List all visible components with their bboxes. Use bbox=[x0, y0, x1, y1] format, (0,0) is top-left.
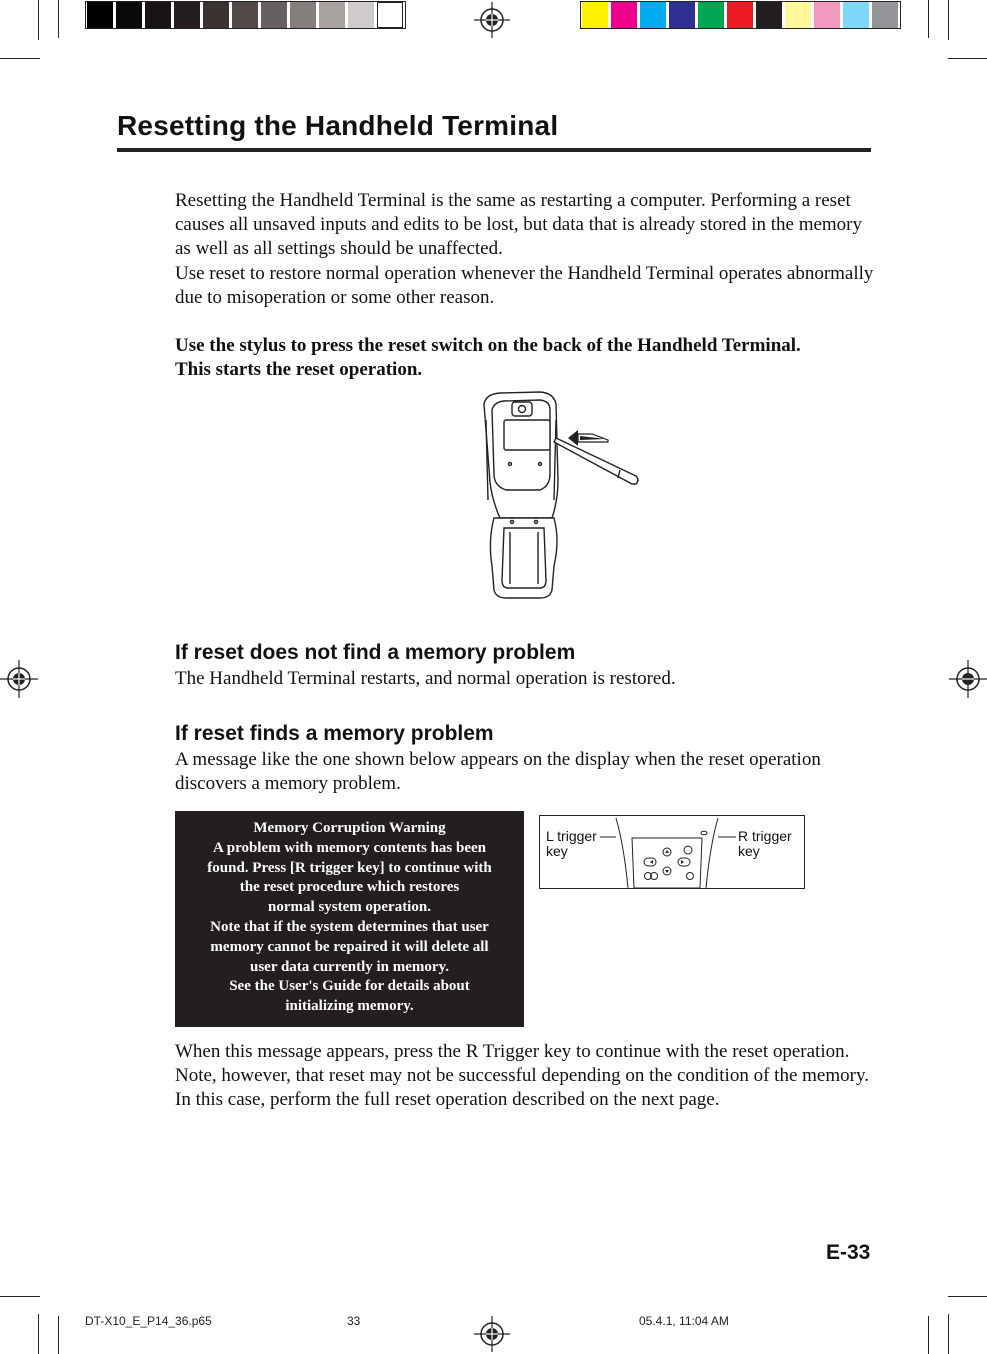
warning-line: user data currently in memory. bbox=[249, 958, 449, 975]
registration-mark-left bbox=[0, 660, 38, 698]
gray-swatch bbox=[116, 2, 142, 28]
registration-mark-top bbox=[474, 2, 510, 38]
process-swatch bbox=[582, 2, 608, 28]
r-trigger-label-line1: R trigger bbox=[738, 828, 792, 844]
intro-block bbox=[175, 189, 875, 382]
warning-line: See the User's Guide for details about bbox=[229, 978, 470, 995]
process-color-bar bbox=[580, 0, 901, 30]
page-number: E-33 bbox=[826, 1241, 871, 1264]
registration-mark-right bbox=[949, 660, 987, 698]
heading-memory-problem: If reset finds a memory problem bbox=[175, 722, 494, 745]
warning-line: A problem with memory contents has been bbox=[212, 839, 487, 856]
warning-line: memory cannot be repaired it will delete all bbox=[210, 938, 489, 955]
gray-swatch bbox=[319, 2, 345, 28]
r-trigger-label-line2: key bbox=[738, 843, 760, 859]
footer-page: 33 bbox=[347, 1314, 361, 1328]
l-trigger-label-line2: key bbox=[546, 843, 568, 859]
footer-file-name: DT-X10_E_P14_36.p65 bbox=[85, 1314, 212, 1328]
warning-line: found. Press [R trigger key] to continue with bbox=[207, 859, 492, 876]
text-no-memory-problem: The Handheld Terminal restarts, and normal operation is restored. bbox=[175, 668, 676, 689]
warning-line: normal system operation. bbox=[268, 899, 431, 916]
process-swatch bbox=[640, 2, 666, 28]
warning-line: initializing memory. bbox=[285, 998, 414, 1015]
gray-swatch bbox=[290, 2, 316, 28]
l-trigger-label bbox=[546, 829, 597, 859]
trigger-keys-figure bbox=[539, 815, 805, 889]
l-trigger-label-line1: L trigger bbox=[546, 828, 597, 844]
gray-swatch bbox=[87, 2, 113, 28]
process-swatch bbox=[727, 2, 753, 28]
process-swatch bbox=[872, 2, 898, 28]
warning-line: Note that if the system determines that user bbox=[210, 918, 489, 935]
process-swatch bbox=[814, 2, 840, 28]
keypad-drawing bbox=[598, 816, 738, 888]
gray-swatch bbox=[232, 2, 258, 28]
intro-paragraph-1: Resetting the Handheld Terminal is the same as restarting a computer. Performing a reset causes all unsaved inputs and edits to be lost, but data that is already stored in the memory as well as all settings should be unaffected. bbox=[175, 190, 863, 260]
gray-swatch bbox=[174, 2, 200, 28]
registration-mark-bottom bbox=[474, 1316, 510, 1352]
process-swatch bbox=[843, 2, 869, 28]
process-swatch bbox=[611, 2, 637, 28]
warning-line: Memory Corruption Warning bbox=[253, 820, 446, 836]
footer-timestamp: 05.4.1, 11:04 AM bbox=[639, 1314, 729, 1328]
process-swatch bbox=[756, 2, 782, 28]
handheld-terminal-illustration bbox=[470, 390, 650, 602]
title-rule bbox=[117, 148, 871, 152]
gray-swatch bbox=[377, 2, 403, 28]
intro-paragraph-2: Use reset to restore normal operation whenever the Handheld Terminal operates abnormally due to misoperation or some other reason. bbox=[175, 262, 874, 308]
gray-swatch bbox=[348, 2, 374, 28]
page-title: Resetting the Handheld Terminal bbox=[117, 110, 559, 141]
closing-paragraph: When this message appears, press the R Trigger key to continue with the reset operation. Note, however, that reset may not be successful depending on the condition of the memory. In this case, perform the full reset operation described on the next page. bbox=[175, 1041, 869, 1111]
heading-no-memory-problem: If reset does not find a memory problem bbox=[175, 641, 576, 664]
text-memory-problem: A message like the one shown below appears on the display when the reset operation discovers a memory problem. bbox=[175, 749, 821, 795]
gray-color-bar bbox=[85, 0, 406, 30]
process-swatch bbox=[698, 2, 724, 28]
gray-swatch bbox=[145, 2, 171, 28]
gray-swatch bbox=[203, 2, 229, 28]
instruction-line-2: This starts the reset operation. bbox=[175, 359, 423, 381]
gray-swatch bbox=[261, 2, 287, 28]
process-swatch bbox=[669, 2, 695, 28]
process-swatch bbox=[785, 2, 811, 28]
r-trigger-label bbox=[738, 829, 792, 859]
memory-corruption-warning-box bbox=[175, 811, 524, 1027]
warning-line: the reset procedure which restores bbox=[239, 879, 460, 896]
instruction-line-1: Use the stylus to press the reset switch on the back of the Handheld Terminal. bbox=[175, 335, 801, 357]
